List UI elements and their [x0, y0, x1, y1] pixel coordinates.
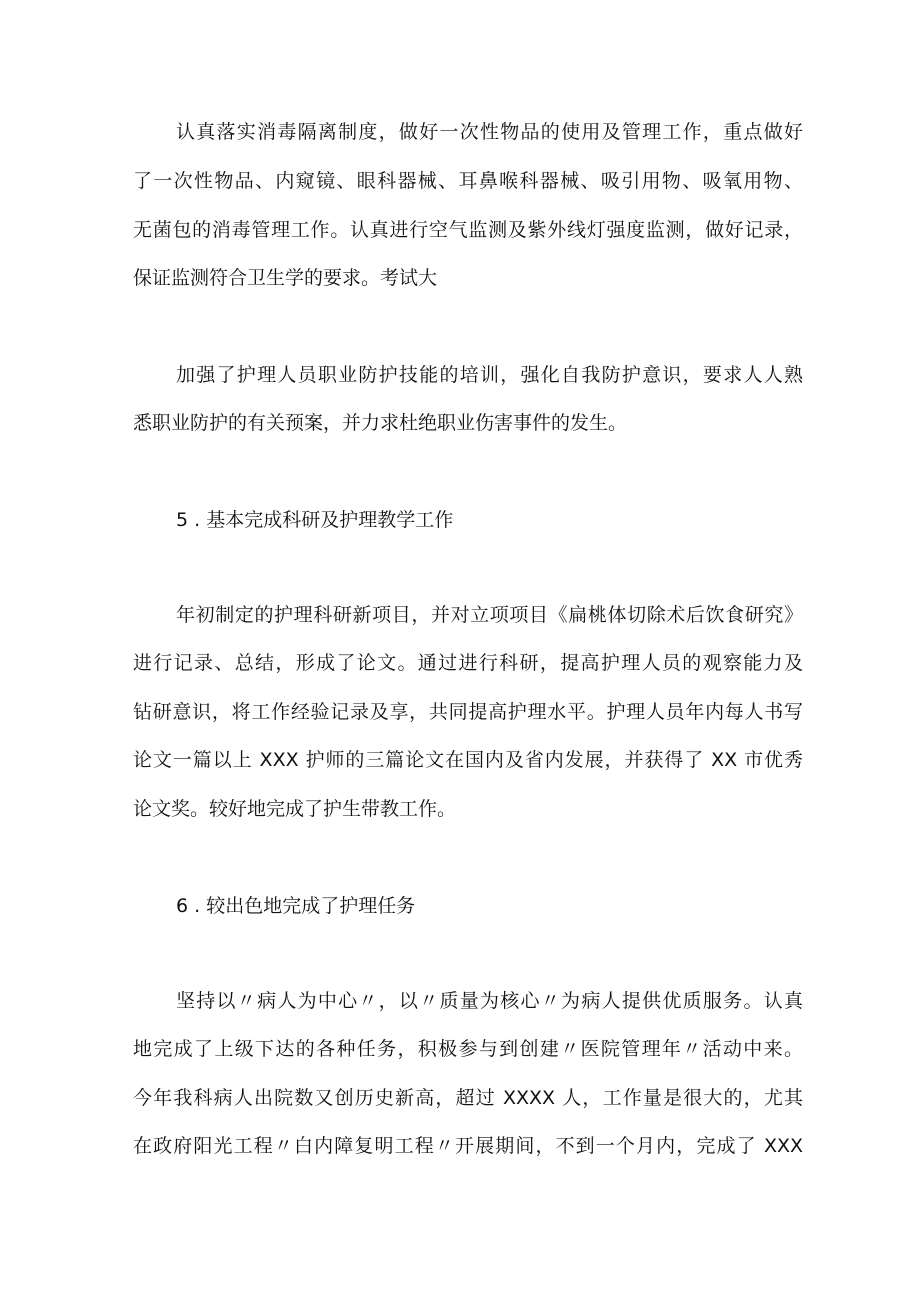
paragraph-1-line-3: 无菌包的消毒管理工作。认真进行空气监测及紫外线灯强度监测，做好记录，: [133, 219, 803, 241]
paragraph-1-line-2: 了一次性物品、内窥镜、眼科器械、耳鼻喉科器械、吸引用物、吸氧用物、: [133, 170, 803, 192]
paragraph-3-line-3: 钻研意识，将工作经验记录及享，共同提高护理水平。护理人员年内每人书写: [133, 701, 803, 723]
paragraph-1-line-1: 认真落实消毒隔离制度，做好一次性物品的使用及管理工作，重点做好: [176, 121, 803, 143]
paragraph-4-line-4: 在政府阳光工程〃白内障复明工程〃开展期间，不到一个月内，完成了 XXX: [133, 1135, 803, 1157]
paragraph-3-line-5: 论文奖。较好地完成了护生带教工作。: [133, 798, 457, 820]
section-heading-6: 6 . 较出色地完成了护理任务: [176, 895, 416, 917]
paragraph-2-line-1: 加强了护理人员职业防护技能的培训，强化自我防护意识，要求人人熟: [176, 364, 803, 386]
paragraph-2-line-2: 悉职业防护的有关预案，并力求杜绝职业伤害事件的发生。: [133, 412, 628, 434]
paragraph-4-line-1: 坚持以〃病人为中心〃，以〃质量为核心〃为病人提供优质服务。认真: [176, 990, 803, 1012]
paragraph-4-line-2: 地完成了上级下达的各种任务，积极参与到创建〃医院管理年〃活动中来。: [133, 1038, 803, 1060]
paragraph-1-line-4: 保证监测符合卫生学的要求。考试大: [133, 267, 438, 289]
section-heading-5: 5 . 基本完成科研及护理教学工作: [176, 509, 454, 531]
paragraph-3-line-1: 年初制定的护理科研新项目，并对立项项目《扁桃体切除术后饮食研究》: [176, 604, 803, 626]
paragraph-3-line-2: 进行记录、总结，形成了论文。通过进行科研，提高护理人员的观察能力及: [133, 652, 803, 674]
paragraph-3-line-4: 论文一篇以上 XXX 护师的三篇论文在国内及省内发展，并获得了 XX 市优秀: [133, 749, 803, 771]
paragraph-4-line-3: 今年我科病人出院数又创历史新高，超过 XXXX 人，工作量是很大的，尤其: [133, 1087, 803, 1109]
